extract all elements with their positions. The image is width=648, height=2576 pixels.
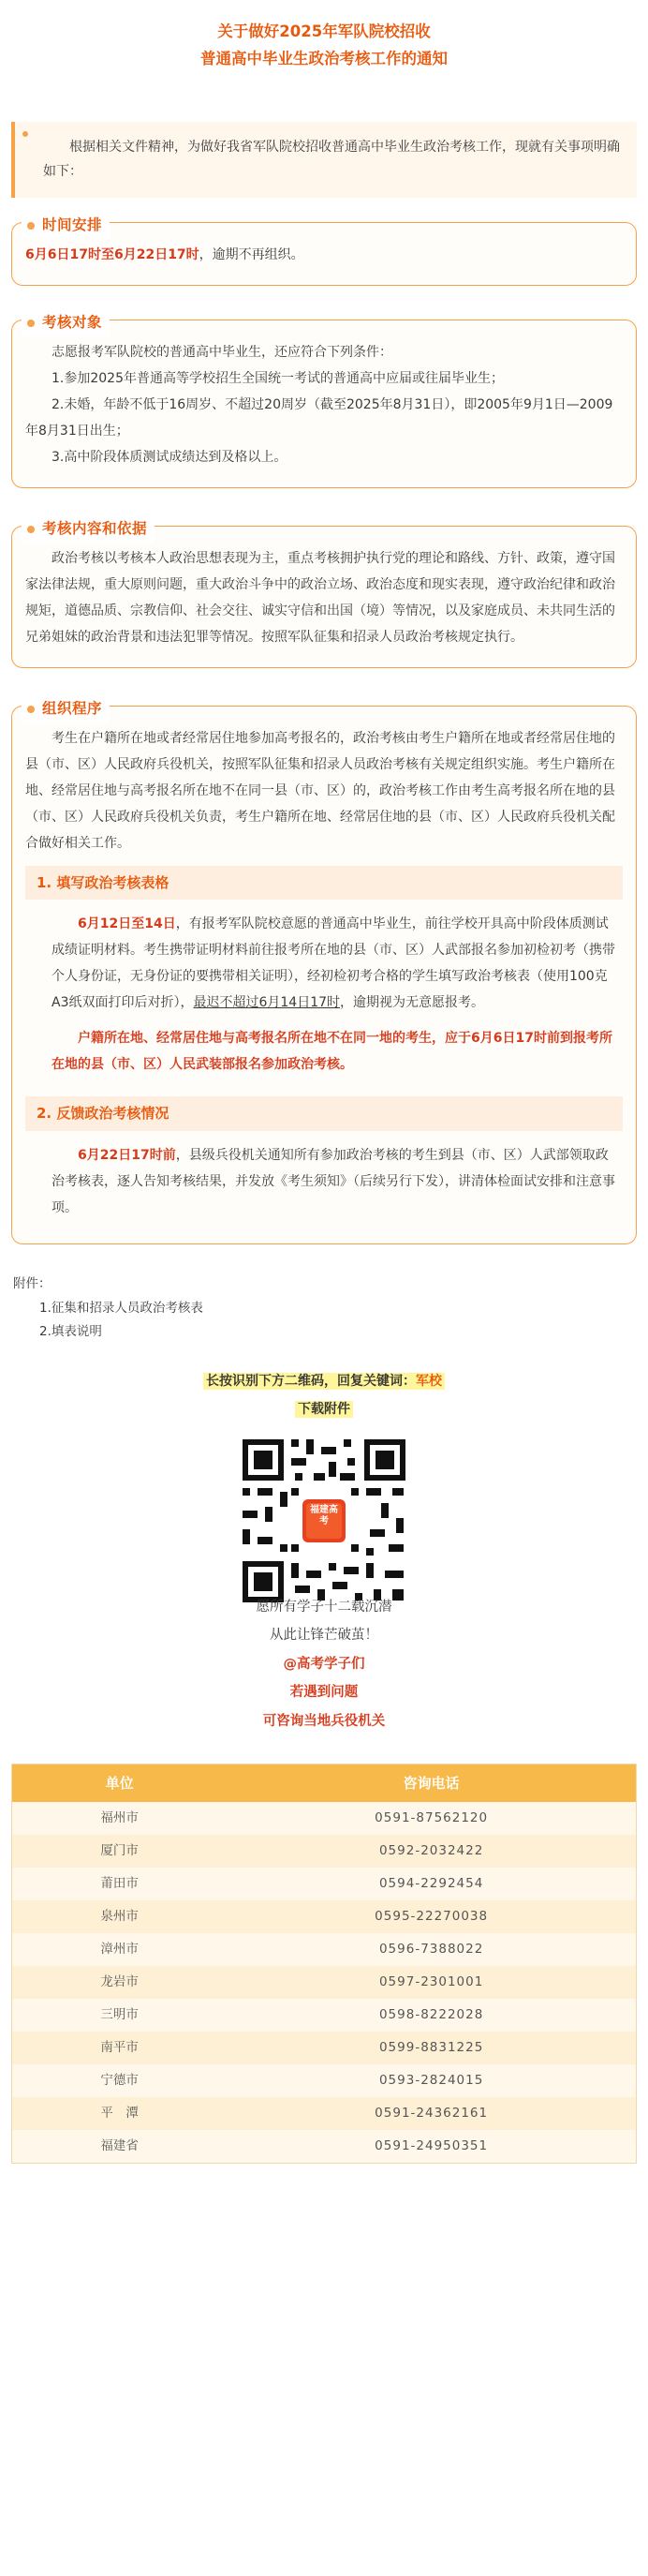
section-title-content: 考核内容和依据 [42, 519, 148, 537]
intro-text: 根据相关文件精神，为做好我省军队院校招收普通高中毕业生政治考核工作，现就有关事项明确如下： [43, 139, 620, 180]
attachment-item[interactable]: 1.征集和招录人员政治考核表 [39, 1300, 203, 1316]
cell-unit: 平 潭 [100, 2105, 139, 2121]
cell-unit: 福建省 [100, 2137, 139, 2153]
sub2-text-rest: ，县级兵役机关通知所有参加政治考核的考生到县（市、区）人武部领取政治考核表，逐人告知考核结果，并发放《考生须知》（后续另行下发），讲清体检面试安排和注意事项。 [52, 1147, 615, 1215]
page-title [11, 19, 637, 73]
target-intro: 志愿报考军队院校的普通高中毕业生，还应符合下列条件： [52, 344, 392, 360]
section-procedure [11, 699, 637, 1244]
cell-phone[interactable]: 0596-7388022 [378, 1941, 484, 1957]
cell-unit: 泉州市 [100, 1908, 139, 1924]
sub1-notice: 户籍所在地、经常居住地与高考报名所在地不在同一地的考生，应于6月6日17时前到报考所在地的县（市、区）人民武装部报名参加政治考核。 [52, 1031, 612, 1073]
cell-unit: 厦门市 [100, 1842, 139, 1858]
promo [11, 1369, 637, 1527]
closing-line-1: 愿所有学子十二载沉潜 [256, 1600, 392, 1616]
subsection-2 [25, 1137, 623, 1227]
title-line-2: 普通高中毕业生政治考核工作的通知 [200, 49, 448, 67]
section-title-procedure: 组织程序 [42, 699, 103, 717]
time-rest: ，逾期不再组织。 [199, 246, 304, 262]
subsection-heading-1: 1. 填写政治考核表格 [25, 866, 623, 901]
title-line-1: 关于做好2025年军队院校招收 [217, 22, 431, 40]
closing-line-3: @高考学子们 [283, 1656, 365, 1672]
intro-box [11, 122, 637, 198]
time-text [25, 242, 623, 268]
cell-phone[interactable]: 0599-8831225 [378, 2039, 484, 2055]
cell-phone[interactable]: 0594-2292454 [378, 1875, 484, 1891]
table-row [12, 2064, 636, 2097]
attachments [11, 1273, 637, 1345]
target-item-3: 3.高中阶段体质测试成绩达到及格以上。 [52, 449, 287, 465]
cell-phone[interactable]: 0597-2301001 [378, 1973, 484, 1989]
cell-phone[interactable]: 0598-8222028 [378, 2006, 484, 2022]
contact-table [11, 1764, 637, 2164]
sub1-text-b: ，逾期视为无意愿报考。 [340, 995, 485, 1011]
procedure-intro: 考生在户籍所在地或者经常居住地参加高考报名的，政治考核由考生户籍所在地或者经常居住地的县（市、区）人民政府兵役机关，按照军队征集和招录人员政治考核有关规定组织实施。考生户籍所在地、经常居住地与高考报名所在地不在同一县（市、区）的，政治考核工作由考生高考报名所在地的县（市、区）人民政府兵役机关负责，考生户籍所在地、经常居住地的县（市、区）人民政府兵役机关配合做好相关工作。 [25, 730, 615, 851]
attachment-item[interactable]: 2.填表说明 [39, 1324, 102, 1340]
section-content [11, 519, 637, 668]
subsection-heading-2: 2. 反馈政治考核情况 [25, 1096, 623, 1131]
table-row [12, 2097, 636, 2130]
cell-unit: 龙岩市 [100, 1973, 139, 1989]
table-row [12, 1802, 636, 1835]
attachments-label: 附件： [13, 1275, 52, 1291]
header-phone: 咨询电话 [403, 1774, 460, 1792]
bullet-dot-icon [27, 222, 35, 230]
bullet-dot-icon [27, 320, 35, 327]
sub1-text [52, 911, 615, 1016]
closing-line-5: 可咨询当地兵役机关 [262, 1713, 386, 1729]
table-row [12, 2032, 636, 2064]
content-text: 政治考核以考核本人政治思想表现为主，重点考核拥护执行党的理论和路线、方针、政策，遵守国家法律法规，重大原则问题，重大政治斗争中的政治立场、政治态度和现实表现，遵守政治纪律和政治规矩，道德品质、宗教信仰、社会交往、诚实守信和出国（境）等情况，以及家庭成员、未共同生活的兄弟姐妹的政治背景和违法犯罪等情况。按照军队征集和招录人员政治考核规定执行。 [25, 550, 615, 645]
section-heading [22, 212, 110, 239]
promo-text: 长按识别下方二维码，回复关键词： [206, 1373, 416, 1389]
bullet-dot-icon [27, 526, 35, 533]
closing [11, 1593, 637, 1735]
cell-phone[interactable]: 0593-2824015 [378, 2072, 484, 2088]
closing-line-2: 从此让锋芒破茧！ [270, 1628, 378, 1644]
cell-unit: 南平市 [100, 2039, 139, 2055]
sub1-date: 6月12日至14日 [78, 916, 176, 932]
sub1-text-a: ，有报考军队院校意愿的普通高中毕业生，前往学校开具高中阶段体质测试成绩证明材料。考生携带证明材料前往报考所在地的县（市、区）人武部报名参加初检初考（携带个人身份证，无身份证的要携带相关证明），经初检初考合格的学生填写政治考核表（使用100克A3纸双面打印后对折）， [52, 916, 615, 1011]
table-row [12, 1999, 636, 2032]
table-row [12, 1900, 636, 1933]
cell-phone[interactable]: 0591-24362161 [375, 2105, 489, 2121]
table-row [12, 1933, 636, 1966]
section-target [11, 313, 637, 488]
section-title-target: 考核对象 [42, 313, 103, 331]
section-title-time: 时间安排 [42, 216, 103, 233]
section-heading [22, 309, 110, 336]
sub2-text [52, 1142, 615, 1221]
cell-unit: 福州市 [100, 1809, 139, 1825]
section-time [11, 216, 637, 286]
cell-phone[interactable]: 0592-2032422 [378, 1842, 484, 1858]
table-row [12, 1835, 636, 1868]
target-item-1: 1.参加2025年普通高等学校招生全国统一考试的普通高中应届或往届毕业生； [52, 370, 504, 386]
sub1-deadline: 最迟不超过6月14日17时 [193, 995, 341, 1011]
sub2-date: 6月22日17时前 [78, 1147, 176, 1163]
table-header [12, 1764, 636, 1802]
qr-badge-text: 福建高考 [310, 1505, 338, 1527]
bullet-dot-icon [27, 706, 35, 713]
section-heading [22, 515, 155, 543]
cell-unit: 莆田市 [100, 1875, 139, 1891]
promo-keyword: 军校 [416, 1373, 442, 1389]
cell-phone[interactable]: 0591-87562120 [375, 1809, 489, 1825]
bullet-dot-icon [22, 131, 28, 137]
closing-line-4: 若遇到问题 [289, 1685, 359, 1701]
table-body [12, 1802, 636, 2163]
promo-line-2: 下载附件 [295, 1401, 353, 1418]
cell-unit: 漳州市 [100, 1941, 139, 1957]
subsection-1 [25, 905, 623, 1083]
header-unit: 单位 [105, 1774, 134, 1792]
section-heading [22, 695, 110, 722]
cell-phone[interactable]: 0591-24950351 [375, 2137, 489, 2153]
time-range: 6月6日17时至6月22日17时 [25, 246, 199, 262]
cell-unit: 宁德市 [100, 2072, 139, 2088]
table-row [12, 2130, 636, 2163]
promo-line-1 [203, 1373, 445, 1390]
cell-phone[interactable]: 0595-22270038 [375, 1908, 489, 1924]
table-row [12, 1868, 636, 1900]
target-item-2: 2.未婚，年龄不低于16周岁、不超过20周岁（截至2025年8月31日），即2005年9月1日—2009年8月31日出生； [25, 396, 613, 439]
cell-unit: 三明市 [100, 2006, 139, 2022]
table-row [12, 1966, 636, 1999]
